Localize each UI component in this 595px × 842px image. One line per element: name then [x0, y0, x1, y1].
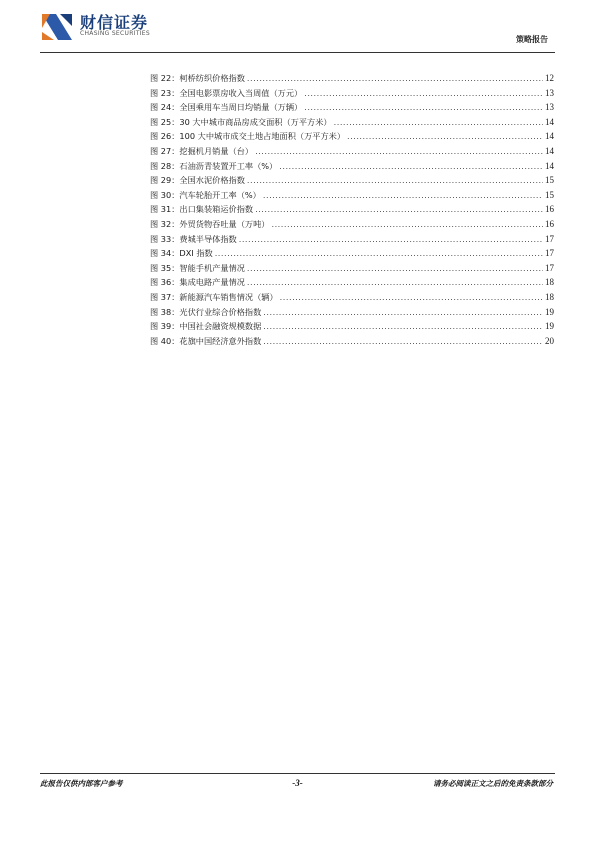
- toc-leader-dots: [239, 232, 543, 247]
- toc-entry-page: 17: [545, 248, 554, 259]
- toc-leader-dots: [347, 129, 543, 144]
- toc-entry[interactable]: [150, 261, 554, 276]
- company-logo: [40, 10, 170, 44]
- toc-entry[interactable]: [150, 100, 554, 115]
- toc-entry-label: 图 27：挖掘机月销量（台）: [150, 145, 254, 156]
- toc-entry-label: 图 33：费城半导体指数: [150, 233, 237, 244]
- logo-mark-icon: [40, 10, 74, 44]
- toc-entry-label: 图 23：全国电影票房收入当周值（万元）: [150, 87, 303, 98]
- toc-entry-label: 图 22：柯桥纺织价格指数: [150, 73, 245, 83]
- toc-entry-label: 图 39：中国社会融资规模数据: [150, 321, 262, 332]
- toc-entry-page: 15: [545, 189, 554, 200]
- brand-name-en: CHASING SECURITIES: [80, 30, 150, 37]
- toc-leader-dots: [255, 144, 543, 159]
- toc-entry-page: 14: [545, 160, 554, 171]
- toc-leader-dots: [263, 319, 543, 334]
- toc-entry-page: 16: [545, 218, 554, 229]
- toc-entry-label: 图 40：花旗中国经济意外指数: [150, 335, 262, 346]
- toc-entry-label: 图 28：石油沥青装置开工率（%）: [150, 160, 278, 171]
- toc-entry-page: 14: [545, 145, 554, 156]
- toc-leader-dots: [263, 188, 543, 203]
- toc-entry[interactable]: [150, 217, 554, 232]
- toc-leader-dots: [280, 290, 543, 305]
- toc-entry-page: 19: [545, 321, 554, 332]
- toc-entry-label: 图 30：汽车轮胎开工率（%）: [150, 189, 261, 200]
- toc-entry[interactable]: [150, 202, 554, 217]
- toc-entry[interactable]: [150, 188, 554, 203]
- toc-leader-dots: [263, 305, 543, 320]
- toc-entry-page: 14: [545, 116, 554, 127]
- toc-entry-page: 19: [545, 306, 554, 317]
- toc-entry-label: 图 29：全国水泥价格指数: [150, 175, 245, 186]
- toc-entry[interactable]: [150, 173, 554, 188]
- toc-entry-label: 图 38：光伏行业综合价格指数: [150, 306, 262, 317]
- toc-entry-label: 图 34：DXI 指数: [150, 248, 213, 259]
- toc-leader-dots: [215, 246, 543, 261]
- footer-disclaimer-left: 此报告仅供内部客户参考: [40, 779, 123, 788]
- toc-entry[interactable]: [150, 115, 554, 130]
- toc-entry-label: 图 31：出口集装箱运价指数: [150, 204, 254, 215]
- toc-entry[interactable]: [150, 232, 554, 247]
- toc-entry-label: 图 24：全国乘用车当周日均销量（万辆）: [150, 102, 303, 113]
- toc-entry[interactable]: [150, 71, 554, 86]
- toc-entry-page: 18: [545, 291, 554, 302]
- toc-entry-page: 17: [545, 233, 554, 244]
- toc-entry-page: 13: [545, 102, 554, 113]
- toc-entry[interactable]: [150, 305, 554, 320]
- document-type: 策略报告: [516, 35, 548, 44]
- toc-entry-label: 图 36：集成电路产量情况: [150, 277, 245, 288]
- toc-leader-dots: [247, 261, 543, 276]
- toc-entry[interactable]: [150, 290, 554, 305]
- toc-leader-dots: [247, 71, 543, 86]
- toc-leader-dots: [304, 86, 543, 101]
- toc-leader-dots: [247, 173, 543, 188]
- toc-leader-dots: [334, 115, 543, 130]
- toc-entry-page: 13: [545, 87, 554, 98]
- toc-leader-dots: [271, 217, 543, 232]
- toc-entry[interactable]: [150, 159, 554, 174]
- header-divider: [40, 52, 555, 53]
- toc-entry-label: 图 25：30 大中城市商品房成交面积（万平方米）: [150, 116, 332, 127]
- toc-leader-dots: [279, 159, 543, 174]
- page-number: -3-: [292, 778, 303, 788]
- toc-entry-page: 17: [545, 262, 554, 273]
- toc-leader-dots: [255, 202, 543, 217]
- toc-entry-page: 15: [545, 175, 554, 186]
- toc-entry-page: 14: [545, 131, 554, 142]
- toc-entry[interactable]: [150, 144, 554, 159]
- toc-leader-dots: [304, 100, 543, 115]
- toc-entry-page: 16: [545, 204, 554, 215]
- toc-entry-label: 图 37：新能源汽车销售情况（辆）: [150, 291, 278, 302]
- footer-disclaimer-right: 请务必阅读正文之后的免责条款部分: [433, 779, 553, 788]
- toc-entry[interactable]: [150, 319, 554, 334]
- toc-leader-dots: [247, 275, 543, 290]
- toc-entry-label: 图 26：100 大中城市成交土地占地面积（万平方米）: [150, 131, 346, 142]
- brand-name-cn: 财信证券: [80, 13, 149, 32]
- toc-entry[interactable]: [150, 129, 554, 144]
- footer-divider: [40, 773, 555, 774]
- toc-entry[interactable]: [150, 246, 554, 261]
- page-header: [0, 0, 595, 56]
- toc-entry[interactable]: [150, 86, 554, 101]
- toc-leader-dots: [263, 334, 543, 349]
- toc-entry-page: 18: [545, 277, 554, 288]
- toc-entry[interactable]: [150, 334, 554, 349]
- toc-entry[interactable]: [150, 275, 554, 290]
- figure-list: [150, 71, 554, 348]
- toc-entry-page: 20: [545, 335, 554, 346]
- toc-entry-label: 图 32：外贸货物吞吐量（万吨）: [150, 218, 270, 229]
- toc-entry-page: 12: [545, 73, 554, 83]
- toc-entry-label: 图 35：智能手机产量情况: [150, 262, 245, 273]
